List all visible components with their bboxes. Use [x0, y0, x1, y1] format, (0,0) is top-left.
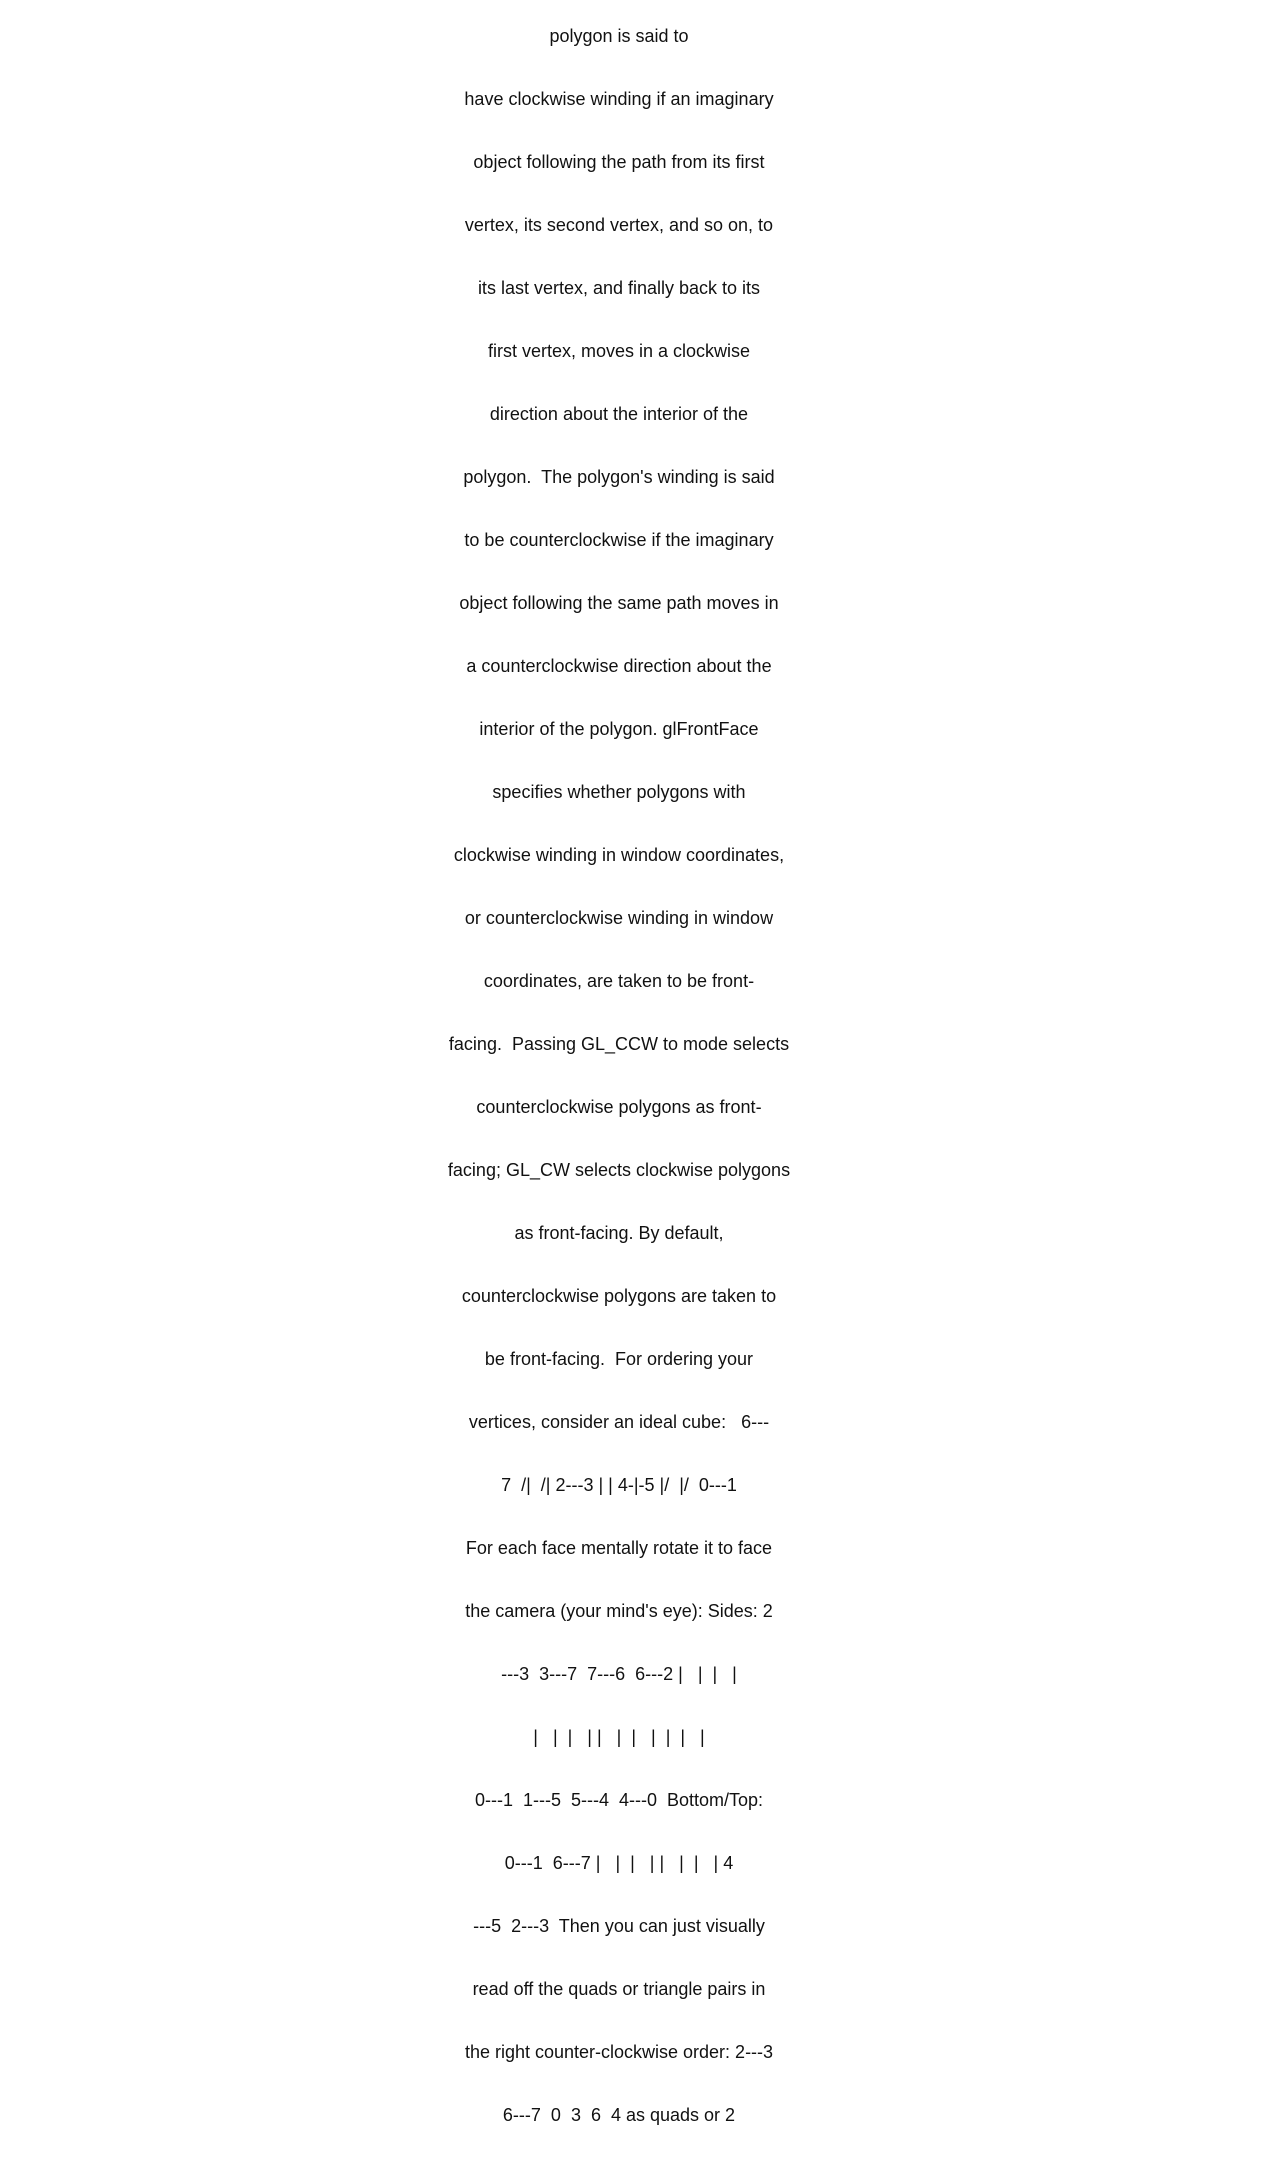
- text-line: 0---1 6---7 | | | | | | | | 4: [504, 1853, 734, 1873]
- text-line: clockwise winding in window coordinates,: [453, 845, 785, 865]
- text-line: interior of the polygon. glFrontFace: [479, 719, 759, 739]
- text-line: ---5 2---3 Then you can just visually: [473, 1916, 765, 1936]
- text-line: or counterclockwise winding in window: [464, 908, 774, 928]
- text-line: ---3 3---7 7---6 6---2 | | | |: [501, 1664, 737, 1684]
- text-line: vertex, its second vertex, and so on, to: [464, 215, 774, 235]
- text-line: specifies whether polygons with: [492, 782, 746, 802]
- text-line: a counterclockwise direction about the: [466, 656, 772, 676]
- text-line: object following the same path moves in: [459, 593, 779, 613]
- text-line: object following the path from its first: [473, 152, 765, 172]
- text-line: be front-facing. For ordering your: [484, 1349, 754, 1369]
- text-line: to be counterclockwise if the imaginary: [464, 530, 774, 550]
- text-line: For each face mentally rotate it to face: [465, 1538, 773, 1558]
- text-line: counterclockwise polygons as front-: [476, 1097, 762, 1117]
- text-line: direction about the interior of the: [489, 404, 749, 424]
- text-line: as front-facing. By default,: [514, 1223, 724, 1243]
- text-line: facing; GL_CW selects clockwise polygons: [447, 1160, 791, 1180]
- text-line: its last vertex, and finally back to its: [477, 278, 761, 298]
- text-line: the right counter-clockwise order: 2---3: [464, 2042, 774, 2062]
- text-line: | | | | | | | | | | |: [533, 1727, 705, 1747]
- text-line: 7 /| /| 2---3 | | 4-|-5 |/ |/ 0---1: [501, 1475, 737, 1495]
- text-line: vertices, consider an ideal cube: 6---: [468, 1412, 770, 1432]
- text-line: coordinates, are taken to be front-: [483, 971, 755, 991]
- text-line: polygon. The polygon's winding is said: [463, 467, 775, 487]
- text-line: 6---7 0 3 6 4 as quads or 2: [502, 2105, 736, 2125]
- text-line: the camera (your mind's eye): Sides: 2: [465, 1601, 773, 1621]
- text-line: polygon is said to: [549, 26, 689, 46]
- text-line: 0---1 1---5 5---4 4---0 Bottom/Top:: [474, 1790, 764, 1810]
- text-line: facing. Passing GL_CCW to mode selects: [448, 1034, 790, 1054]
- text-line: have clockwise winding if an imaginary: [464, 89, 774, 109]
- text-line: first vertex, moves in a clockwise: [487, 341, 751, 361]
- text-line: read off the quads or triangle pairs in: [472, 1979, 766, 1999]
- text-line: counterclockwise polygons are taken to: [461, 1286, 777, 1306]
